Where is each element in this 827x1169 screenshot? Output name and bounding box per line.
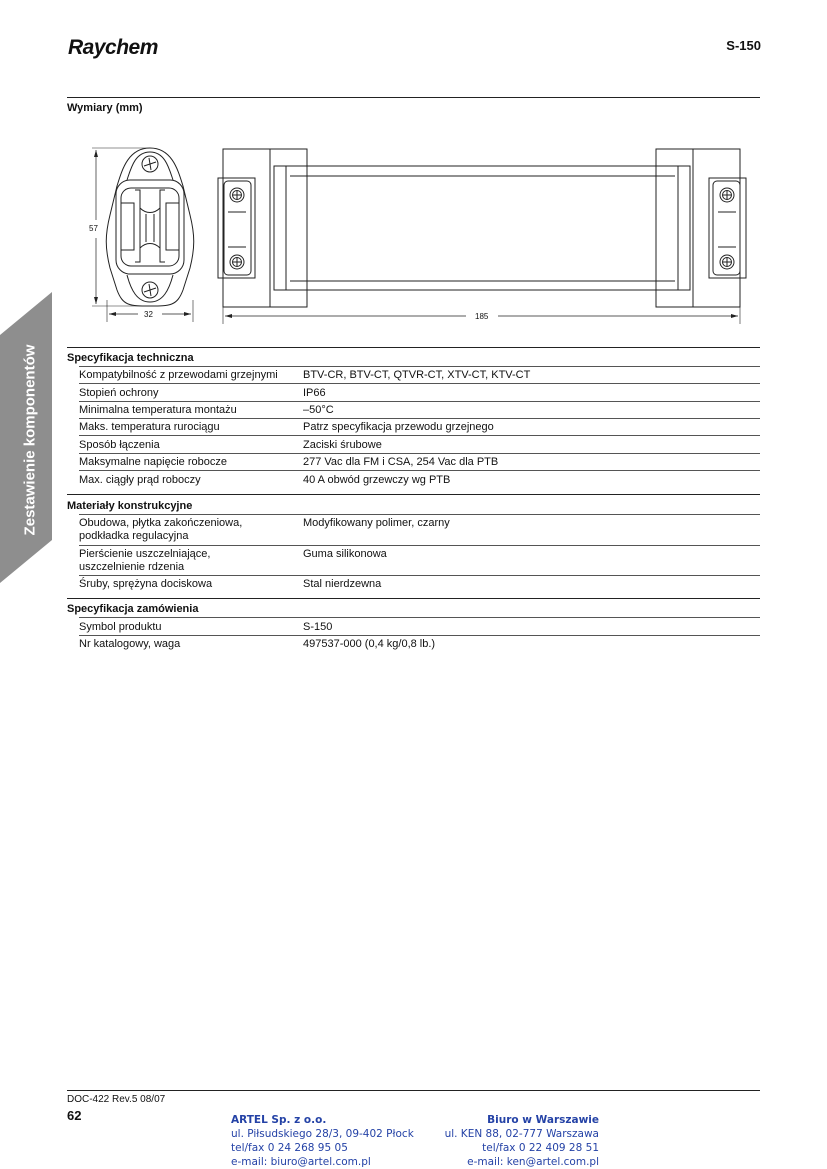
brand-logo: Raychem <box>68 36 158 59</box>
footer-divider <box>67 1090 760 1091</box>
spec-value: Zaciski śrubowe <box>303 439 382 451</box>
contact-address: ul. Piłsudskiego 28/3, 09-402 Płock <box>231 1128 414 1140</box>
order-label: Symbol produktu <box>79 621 162 633</box>
order-spec-divider <box>67 598 760 599</box>
document-revision: DOC-422 Rev.5 08/07 <box>67 1094 166 1105</box>
contact-artel-plock <box>231 1113 414 1169</box>
sidebar-label: Zestawienie komponentów <box>21 344 39 536</box>
contact-title: ARTEL Sp. z o.o. <box>231 1114 327 1126</box>
material-value: Guma silikonowa <box>303 548 387 560</box>
material-label <box>79 578 212 591</box>
material-value: Modyfikowany polimer, czarny <box>303 517 450 529</box>
height-dimension-label: 57 <box>89 224 98 233</box>
row-divider <box>79 366 760 367</box>
front-view-left-end <box>223 149 270 307</box>
spec-label: Max. ciągły prąd roboczy <box>79 474 201 486</box>
contact-address: ul. KEN 88, 02-777 Warszawa <box>444 1128 599 1140</box>
spec-value: IP66 <box>303 387 326 399</box>
order-value: 497537-000 (0,4 kg/0,8 lb.) <box>303 638 436 650</box>
spec-value: 40 A obwód grzewczy wg PTB <box>303 474 451 486</box>
dimension-drawing <box>0 0 827 340</box>
width-dimension-label: 32 <box>144 310 153 319</box>
tech-spec-title: Specyfikacja techniczna <box>67 352 194 364</box>
spec-label: Maks. temperatura rurociągu <box>79 421 220 433</box>
spec-label: Maksymalne napięcie robocze <box>79 456 227 468</box>
order-label: Nr katalogowy, waga <box>79 638 181 650</box>
spec-value: BTV-CR, BTV-CT, QTVR-CT, XTV-CT, KTV-CT <box>303 369 531 381</box>
row-divider <box>79 435 760 436</box>
row-divider <box>79 401 760 402</box>
order-spec-title: Specyfikacja zamówienia <box>67 603 199 615</box>
material-label-line: Śruby, sprężyna dociskowa <box>79 578 213 590</box>
contact-title: Biuro w Warszawie <box>487 1114 599 1126</box>
spec-label: Kompatybilność z przewodami grzejnymi <box>79 369 278 381</box>
row-divider <box>79 453 760 454</box>
spec-label: Sposób łączenia <box>79 439 160 451</box>
spec-value: Patrz specyfikacja przewodu grzejnego <box>303 421 494 433</box>
front-view-cable <box>274 166 690 290</box>
row-divider <box>79 418 760 419</box>
row-divider <box>79 470 760 471</box>
spec-label: Minimalna temperatura montażu <box>79 404 237 416</box>
spec-value: 277 Vac dla FM i CSA, 254 Vac dla PTB <box>303 456 499 468</box>
contact-email[interactable]: e-mail: biuro@artel.com.pl <box>231 1156 371 1168</box>
row-divider <box>79 575 760 576</box>
row-divider <box>79 635 760 636</box>
row-divider <box>79 545 760 546</box>
materials-title: Materiały konstrukcyjne <box>67 500 193 512</box>
row-divider <box>79 617 760 618</box>
material-label <box>79 517 242 543</box>
tech-spec-divider <box>67 347 760 348</box>
spec-label: Stopień ochrony <box>79 387 159 399</box>
dimensions-title: Wymiary (mm) <box>67 102 143 114</box>
row-divider <box>79 383 760 384</box>
order-value: S-150 <box>303 621 333 633</box>
material-value: Stal nierdzewna <box>303 578 382 590</box>
page-number: 62 <box>67 1108 82 1123</box>
materials-divider <box>67 494 760 495</box>
material-label-line: uszczelnienie rdzenia <box>79 561 185 573</box>
contact-phone: tel/fax 0 24 268 95 05 <box>231 1142 348 1154</box>
material-label <box>79 548 210 574</box>
material-label-line: Obudowa, płytka zakończeniowa, <box>79 517 243 529</box>
material-label-line: podkładka regulacyjna <box>79 530 189 542</box>
contact-phone: tel/fax 0 22 409 28 51 <box>482 1142 599 1154</box>
contact-artel-warsaw <box>445 1113 599 1169</box>
length-dimension-label: 185 <box>475 312 489 321</box>
spec-value: –50°C <box>303 404 334 416</box>
material-label-line: Pierścienie uszczelniające, <box>79 548 211 560</box>
contact-email[interactable]: e-mail: ken@artel.com.pl <box>467 1156 599 1168</box>
product-code: S-150 <box>726 38 761 53</box>
row-divider <box>79 514 760 515</box>
front-view-right-end <box>656 149 693 307</box>
